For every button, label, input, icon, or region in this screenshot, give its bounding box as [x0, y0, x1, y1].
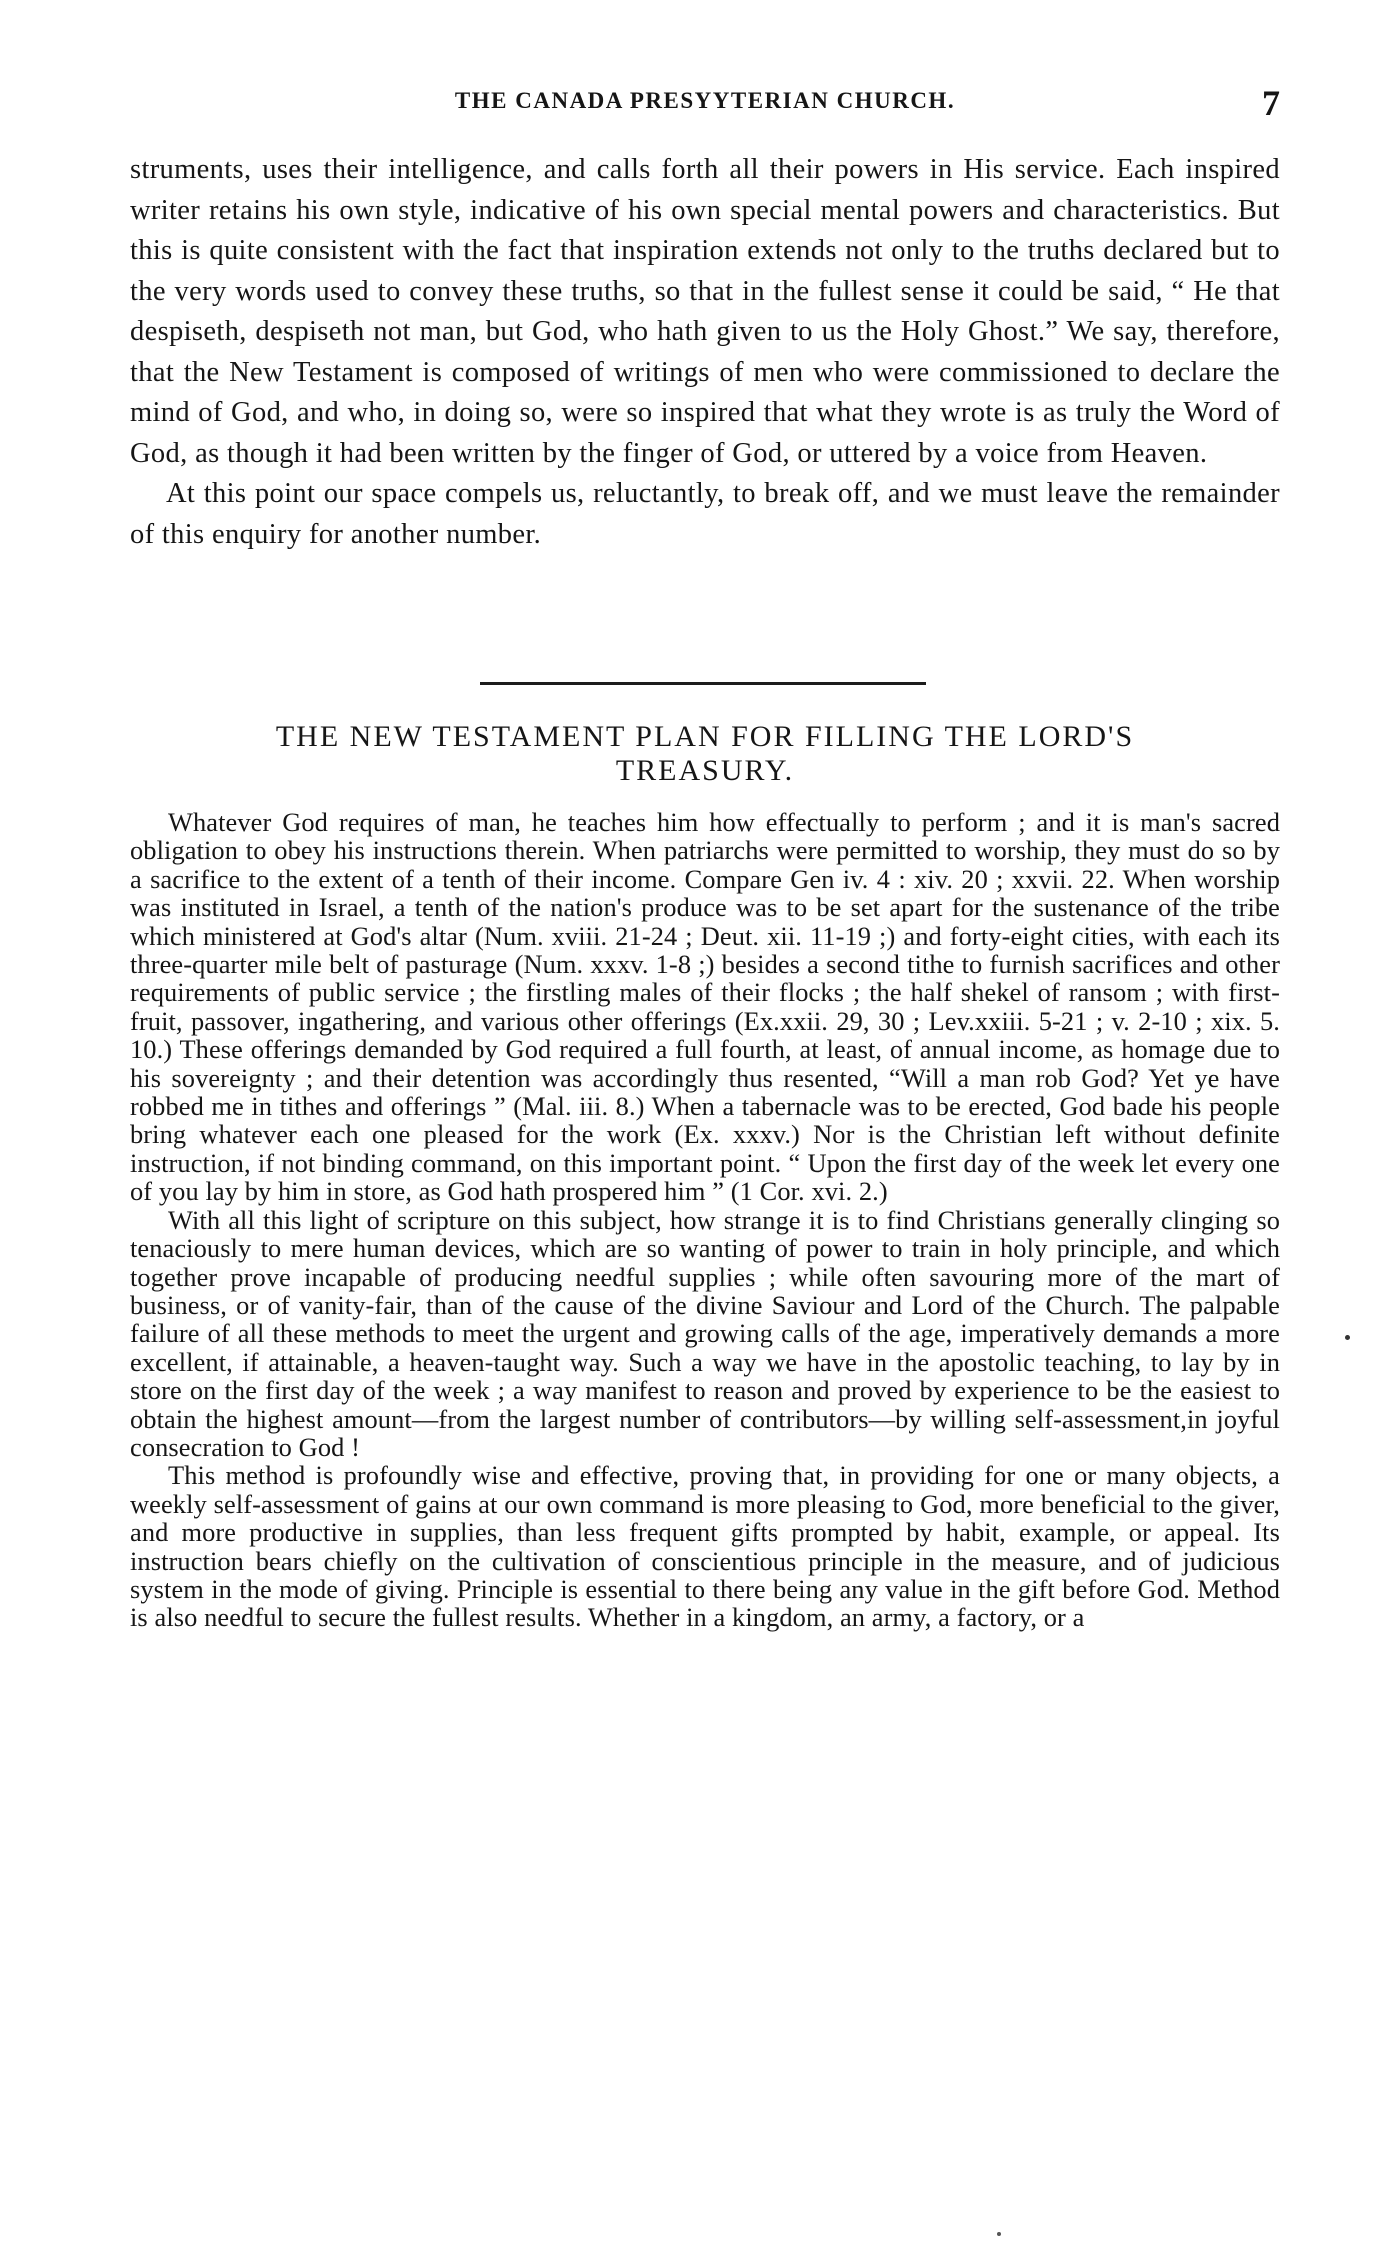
print-speck	[997, 2232, 1001, 2236]
paragraph: struments, uses their intelligence, and calls forth all their powers in His service. Each inspired writer retains his own style, indicative of his own special mental powers and characteristics. But this is quite consistent with the fact that inspiration extends not only to the truths declared but to the very words used to convey these truths, so that in the fullest sense it could be said, “ He that despiseth, despiseth not man, but God, who hath given to us the Holy Ghost.” We say, therefore, that the New Testament is composed of writings of men who were commissioned to declare the mind of God, and who, in doing so, were so inspired that what they wrote is as truly the Word of God, as though it had been written by the finger of God, or uttered by a voice from Heaven.	[130, 154, 1280, 469]
article-heading	[130, 720, 1280, 788]
paragraph: This method is profoundly wise and effective, proving that, in providing for one or many objects, a weekly self-assessment of gains at our own command is more pleasing to God, more beneficial to the giver, and more productive in supplies, than less frequent gifts prompted by habit, example, or appeal. Its instruction bears chiefly on the cultivation of conscientious principle in the measure, and of judicious system in the mode of giving. Principle is essential to there being any value in the gift before God. Method is also needful to secure the fullest results. Whether in a kingdom, an army, a factory, or a	[130, 1460, 1280, 1633]
section-divider	[480, 682, 926, 685]
article-body	[130, 808, 1280, 1632]
running-head	[130, 82, 1280, 122]
paragraph: Whatever God requires of man, he teaches him how effectually to perform ; and it is man's sacred obligation to obey his instructions therein. When patriarchs were permitted to worship, they must do so by a sacrifice to the extent of a tenth of their income. Compare Gen iv. 4 : xiv. 20 ; xxvii. 22. When worship was instituted in Israel, a tenth of the nation's produce was to be set apart for the sustenance of the tribe which ministered at God's altar (Num. xviii. 21-24 ; Deut. xii. 11-19 ;) and forty-eight cities, with each its three-quarter mile belt of pasturage (Num. xxxv. 1-8 ;) besides a second tithe to furnish sacrifices and other requirements of public service ; the firstling males of their flocks ; the half shekel of ransom ; with first-fruit, passover, ingathering, and various other offerings (Ex.xxii. 29, 30 ; Lev.xxiii. 5-21 ; v. 2-10 ; xix. 5. 10.) These offerings demanded by God required a full fourth, at least, of annual income, as homage due to his sovereignty ; and their detention was accordingly thus resented, “Will a man rob God? Yet ye have robbed me in tithes and offerings ” (Mal. iii. 8.) When a tabernacle was to be erected, God bade his people bring whatever each one pleased for the work (Ex. xxxv.) Nor is the Christian left without definite instruction, if not binding command, on this important point. “ Upon the first day of the week let every one of you lay by him in store, as God hath prospered him ” (1 Cor. xvi. 2.)	[130, 807, 1280, 1207]
article-heading-line: THE NEW TESTAMENT PLAN FOR FILLING THE LORD'S	[275, 720, 1135, 753]
paragraph: At this point our space compels us, reluctantly, to break off, and we must leave the remainder of this enquiry for another number.	[130, 478, 1280, 550]
paragraph: With all this light of scripture on this subject, how strange it is to find Christians generally clinging so tenaciously to mere human devices, which are so wanting of power to train in holy principle, and which together prove incapable of producing needful supplies ; while often savouring more of the mart of business, or of vanity-fair, than of the cause of the divine Saviour and Lord of the Church. The palpable failure of all these methods to meet the urgent and growing calls of the age, imperatively demands a more excellent, if attainable, a heaven-taught way. Such a way we have in the apostolic teaching, to lay by in store on the first day of the week ; a way manifest to reason and proved by experience to be the easiest to obtain the highest amount—from the largest number of contributors—by willing self-assessment,in joyful consecration to God !	[130, 1204, 1280, 1462]
running-title: THE CANADA PRESYYTERIAN CHURCH.	[454, 88, 956, 113]
article-heading-line: TREASURY.	[615, 754, 795, 787]
margin-mark	[1345, 1335, 1350, 1340]
continued-article	[130, 150, 1280, 555]
page-number: 7	[1262, 83, 1280, 123]
